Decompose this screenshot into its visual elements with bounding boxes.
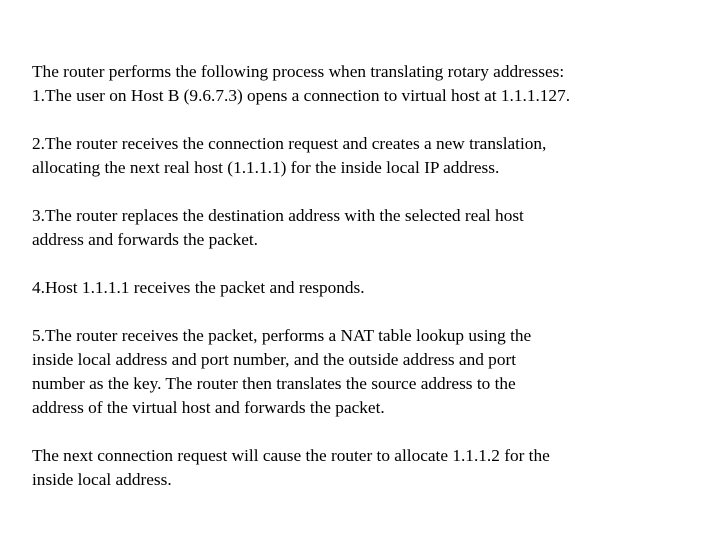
step-5-line-1: 5.The router receives the packet, performs a NAT table lookup using the xyxy=(32,326,532,345)
step-5-line-3: number as the key. The router then translates the source address to the xyxy=(32,374,516,393)
step-5-line-2: inside local address and port number, and the outside address and port xyxy=(32,350,517,369)
slide-body xyxy=(32,60,702,492)
step-5-line-4: address of the virtual host and forwards the packet. xyxy=(32,398,385,417)
closing-line-2: inside local address. xyxy=(32,470,172,489)
step-4-paragraph xyxy=(32,276,702,300)
step-5-paragraph xyxy=(32,324,702,420)
step-2-paragraph xyxy=(32,132,702,180)
intro-text: The router performs the following process when translating rotary addresses: xyxy=(32,62,565,81)
intro-paragraph xyxy=(32,60,702,108)
step-3-paragraph xyxy=(32,204,702,252)
step-3-line-2: address and forwards the packet. xyxy=(32,230,259,249)
step-2-line-1: 2.The router receives the connection request and creates a new translation, xyxy=(32,134,547,153)
closing-paragraph xyxy=(32,444,702,492)
step-3-line-1: 3.The router replaces the destination address with the selected real host xyxy=(32,206,524,225)
step-1-text: 1.The user on Host B (9.6.7.3) opens a connection to virtual host at 1.1.1.127. xyxy=(32,86,571,105)
closing-line-1: The next connection request will cause the router to allocate 1.1.1.2 for the xyxy=(32,446,550,465)
step-4-text: 4.Host 1.1.1.1 receives the packet and responds. xyxy=(32,278,365,297)
step-2-line-2: allocating the next real host (1.1.1.1) for the inside local IP address. xyxy=(32,158,500,177)
